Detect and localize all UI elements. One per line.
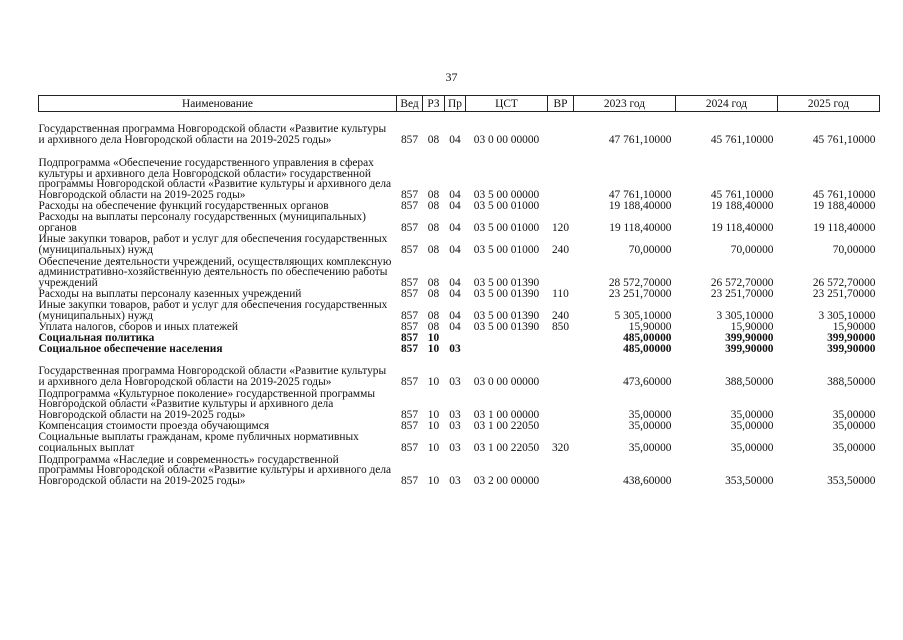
row-rz: 08 bbox=[427, 243, 440, 256]
table-row bbox=[39, 343, 880, 354]
row-cst: 03 5 00 01390 bbox=[473, 276, 540, 289]
row-value-2023: 485,00000 bbox=[623, 342, 672, 355]
row-value-2023: 35,00000 bbox=[628, 408, 672, 421]
row-pr: 03 bbox=[449, 474, 461, 487]
row-ved: 857 bbox=[400, 441, 419, 454]
row-value-2024: 26 572,70000 bbox=[710, 276, 774, 289]
table-row bbox=[39, 321, 880, 332]
header-pr: Пр bbox=[445, 96, 466, 112]
row-name: Обеспечение деятельности учреждений, осуществляющих комплексную административно-хозяйственную деятельность по обеспечению работы учреждений bbox=[38, 255, 392, 289]
row-name: Подпрограмма «Культурное поколение» государственной программы Новгородской области «Развитие культуры и архивного дела Новгородской области на 2019-2025 годы» bbox=[38, 387, 375, 421]
row-name: Государственная программа Новгородской области «Развитие культуры и архивного дела Новгородской области на 2019-2025 годы» bbox=[38, 365, 387, 388]
row-pr bbox=[445, 332, 466, 343]
row-value-2024: 45 761,10000 bbox=[710, 133, 774, 146]
row-vr bbox=[548, 145, 574, 200]
row-rz: 08 bbox=[427, 199, 440, 212]
row-pr: 04 bbox=[449, 221, 461, 234]
header-2024: 2024 год bbox=[676, 96, 778, 112]
row-vr bbox=[548, 354, 574, 387]
row-cst: 03 5 00 01390 bbox=[473, 309, 540, 322]
row-name: Уплата налогов, сборов и иных платежей bbox=[38, 320, 238, 333]
row-ved: 857 bbox=[400, 287, 419, 300]
row-name: Социальная политика bbox=[38, 331, 155, 344]
row-value-2023: 47 761,10000 bbox=[608, 133, 672, 146]
row-value-2023: 438,60000 bbox=[623, 474, 672, 487]
row-cst: 03 5 00 01000 bbox=[473, 199, 540, 212]
row-vr bbox=[548, 453, 574, 486]
row-cst: 03 1 00 00000 bbox=[473, 408, 540, 421]
row-ved: 857 bbox=[400, 309, 419, 322]
row-rz: 08 bbox=[427, 276, 440, 289]
row-rz: 10 bbox=[427, 419, 440, 432]
row-value-2025: 26 572,70000 bbox=[812, 276, 876, 289]
row-value-2025: 70,00000 bbox=[832, 243, 876, 256]
header-vr: ВР bbox=[548, 96, 574, 112]
row-name: Компенсация стоимости проезда обучающимся bbox=[38, 419, 270, 432]
row-vr: 120 bbox=[551, 221, 570, 234]
row-pr: 04 bbox=[449, 309, 461, 322]
row-vr: 110 bbox=[552, 287, 569, 300]
row-rz: 10 bbox=[427, 408, 440, 421]
table-row bbox=[39, 387, 880, 420]
row-value-2023: 473,60000 bbox=[623, 375, 672, 388]
header-name: Наименование bbox=[39, 96, 397, 112]
row-vr: 850 bbox=[551, 320, 570, 333]
row-value-2023: 19 118,40000 bbox=[609, 221, 672, 234]
row-value-2025: 35,00000 bbox=[832, 419, 876, 432]
row-ved: 857 bbox=[400, 188, 419, 201]
row-value-2023: 15,90000 bbox=[628, 320, 672, 333]
row-pr: 04 bbox=[449, 276, 461, 289]
row-ved: 857 bbox=[400, 199, 419, 212]
row-ved: 857 bbox=[400, 331, 419, 344]
row-value-2024: 35,00000 bbox=[730, 419, 774, 432]
row-ved: 857 bbox=[400, 342, 419, 355]
row-cst: 03 5 00 00000 bbox=[473, 188, 540, 201]
row-vr bbox=[548, 255, 574, 288]
header-cst: ЦСТ bbox=[466, 96, 548, 112]
row-value-2024: 23 251,70000 bbox=[710, 287, 774, 300]
row-pr: 03 bbox=[449, 342, 461, 355]
row-value-2024: 353,50000 bbox=[725, 474, 774, 487]
row-value-2025: 19 188,40000 bbox=[812, 199, 876, 212]
row-ved: 857 bbox=[400, 243, 419, 256]
row-cst: 03 5 00 01000 bbox=[473, 221, 540, 234]
row-rz: 10 bbox=[427, 331, 440, 344]
page-number: 37 bbox=[445, 70, 458, 84]
header-2025: 2025 год bbox=[778, 96, 880, 112]
row-vr: 320 bbox=[551, 441, 570, 454]
row-value-2024: 45 761,10000 bbox=[710, 188, 774, 201]
row-rz: 08 bbox=[427, 309, 440, 322]
row-ved: 857 bbox=[400, 419, 419, 432]
row-value-2025: 45 761,10000 bbox=[812, 188, 876, 201]
row-value-2025: 23 251,70000 bbox=[812, 287, 876, 300]
row-value-2025: 19 118,40000 bbox=[813, 221, 876, 234]
row-ved: 857 bbox=[400, 375, 419, 388]
row-value-2023: 23 251,70000 bbox=[608, 287, 672, 300]
table-row bbox=[39, 255, 880, 288]
row-rz: 10 bbox=[427, 441, 440, 454]
row-value-2024: 70,00000 bbox=[730, 243, 774, 256]
row-pr: 04 bbox=[449, 188, 461, 201]
table-body bbox=[39, 112, 880, 487]
header-ved: Вед bbox=[397, 96, 423, 112]
row-value-2025: 15,90000 bbox=[832, 320, 876, 333]
row-value-2025: 35,00000 bbox=[832, 408, 876, 421]
row-name: Подпрограмма «Наследие и современность» государственной программы Новгородской области «Развитие культуры и архивного дела Новгородской области на 2019-2025 годы» bbox=[38, 453, 392, 487]
row-ved: 857 bbox=[400, 276, 419, 289]
row-rz: 08 bbox=[427, 221, 440, 234]
row-pr: 04 bbox=[449, 199, 461, 212]
row-pr: 03 bbox=[449, 375, 461, 388]
row-value-2025: 399,90000 bbox=[827, 342, 876, 355]
row-value-2023: 19 188,40000 bbox=[608, 199, 672, 212]
row-vr: 240 bbox=[551, 243, 570, 256]
row-name: Государственная программа Новгородской области «Развитие культуры и архивного дела Новгородской области на 2019-2025 годы» bbox=[38, 123, 387, 146]
row-name: Расходы на обеспечение функций государственных органов bbox=[38, 199, 329, 212]
row-value-2023: 485,00000 bbox=[623, 331, 672, 344]
row-rz: 08 bbox=[427, 287, 440, 300]
table-row bbox=[39, 453, 880, 486]
row-value-2025: 353,50000 bbox=[827, 474, 876, 487]
row-cst: 03 0 00 00000 bbox=[473, 375, 540, 388]
row-value-2024: 399,90000 bbox=[725, 342, 774, 355]
row-rz: 08 bbox=[427, 188, 440, 201]
row-value-2024: 3 305,10000 bbox=[716, 309, 774, 322]
row-ved: 857 bbox=[400, 221, 419, 234]
row-vr bbox=[548, 343, 574, 354]
row-ved: 857 bbox=[400, 474, 419, 487]
table-row bbox=[39, 354, 880, 387]
row-value-2023: 35,00000 bbox=[628, 441, 672, 454]
row-name: Расходы на выплаты персоналу государственных (муниципальных) органов bbox=[38, 211, 366, 234]
row-value-2023: 28 572,70000 bbox=[608, 276, 672, 289]
row-rz: 08 bbox=[427, 320, 440, 333]
table-row bbox=[39, 299, 880, 321]
row-value-2024: 19 118,40000 bbox=[711, 221, 774, 234]
budget-table bbox=[38, 95, 880, 486]
table-row bbox=[39, 145, 880, 200]
table-row bbox=[39, 233, 880, 255]
row-rz: 08 bbox=[427, 133, 440, 146]
row-vr bbox=[548, 420, 574, 431]
row-value-2025: 45 761,10000 bbox=[812, 133, 876, 146]
row-vr bbox=[548, 200, 574, 211]
row-name: Иные закупки товаров, работ и услуг для обеспечения государственных (муниципальных) нужд bbox=[38, 299, 388, 322]
row-cst: 03 2 00 00000 bbox=[473, 474, 540, 487]
row-name: Социальное обеспечение населения bbox=[38, 342, 223, 355]
row-value-2024: 15,90000 bbox=[730, 320, 774, 333]
row-value-2023: 5 305,10000 bbox=[614, 309, 672, 322]
row-vr: 240 bbox=[551, 309, 570, 322]
table-row bbox=[39, 431, 880, 453]
table-row bbox=[39, 200, 880, 211]
row-ved: 857 bbox=[400, 408, 419, 421]
row-value-2024: 388,50000 bbox=[725, 375, 774, 388]
row-rz: 10 bbox=[427, 342, 440, 355]
row-name: Социальные выплаты гражданам, кроме публичных нормативных социальных выплат bbox=[38, 431, 359, 454]
table-row bbox=[39, 112, 880, 146]
row-name: Подпрограмма «Обеспечение государственного управления в сферах культуры и архивного дела Новгородской области» государственной программы Новгородской области «Развитие культуры и архивного дела Новгородской области на 2019-2025 годы» bbox=[38, 157, 392, 201]
row-value-2024: 35,00000 bbox=[730, 441, 774, 454]
row-pr: 04 bbox=[449, 287, 461, 300]
row-rz: 10 bbox=[427, 375, 440, 388]
row-value-2023: 35,00000 bbox=[628, 419, 672, 432]
row-value-2024: 399,90000 bbox=[725, 331, 774, 344]
table-row bbox=[39, 288, 880, 299]
table-row bbox=[39, 332, 880, 343]
row-cst: 03 0 00 00000 bbox=[473, 133, 540, 146]
row-name: Иные закупки товаров, работ и услуг для обеспечения государственных (муниципальных) нужд bbox=[38, 233, 388, 256]
row-value-2023: 70,00000 bbox=[628, 243, 672, 256]
row-value-2023: 47 761,10000 bbox=[608, 188, 672, 201]
row-value-2025: 388,50000 bbox=[827, 375, 876, 388]
row-name: Расходы на выплаты персоналу казенных учреждений bbox=[38, 287, 302, 300]
row-value-2025: 3 305,10000 bbox=[818, 309, 876, 322]
row-pr: 04 bbox=[449, 320, 461, 333]
header-rz: РЗ bbox=[423, 96, 445, 112]
row-cst: 03 5 00 01390 bbox=[473, 320, 540, 333]
header-2023: 2023 год bbox=[574, 96, 676, 112]
table-header-row bbox=[39, 96, 880, 112]
row-value-2024: 19 188,40000 bbox=[710, 199, 774, 212]
row-pr: 03 bbox=[449, 441, 461, 454]
table-row bbox=[39, 420, 880, 431]
row-value-2025: 35,00000 bbox=[832, 441, 876, 454]
row-vr bbox=[548, 112, 574, 146]
row-pr: 04 bbox=[449, 243, 461, 256]
table-row bbox=[39, 211, 880, 233]
row-pr: 03 bbox=[449, 408, 461, 421]
row-vr bbox=[548, 387, 574, 420]
row-cst: 03 5 00 01000 bbox=[473, 243, 540, 256]
row-cst: 03 1 00 22050 bbox=[473, 441, 540, 454]
row-value-2024: 35,00000 bbox=[730, 408, 774, 421]
row-pr: 04 bbox=[449, 133, 461, 146]
row-rz: 10 bbox=[427, 474, 440, 487]
row-cst: 03 5 00 01390 bbox=[473, 287, 540, 300]
row-vr bbox=[548, 332, 574, 343]
row-cst bbox=[466, 332, 548, 343]
row-ved: 857 bbox=[400, 320, 419, 333]
row-cst: 03 1 00 22050 bbox=[473, 419, 540, 432]
row-ved: 857 bbox=[400, 133, 419, 146]
row-pr: 03 bbox=[449, 419, 461, 432]
row-cst bbox=[466, 343, 548, 354]
row-value-2025: 399,90000 bbox=[827, 331, 876, 344]
